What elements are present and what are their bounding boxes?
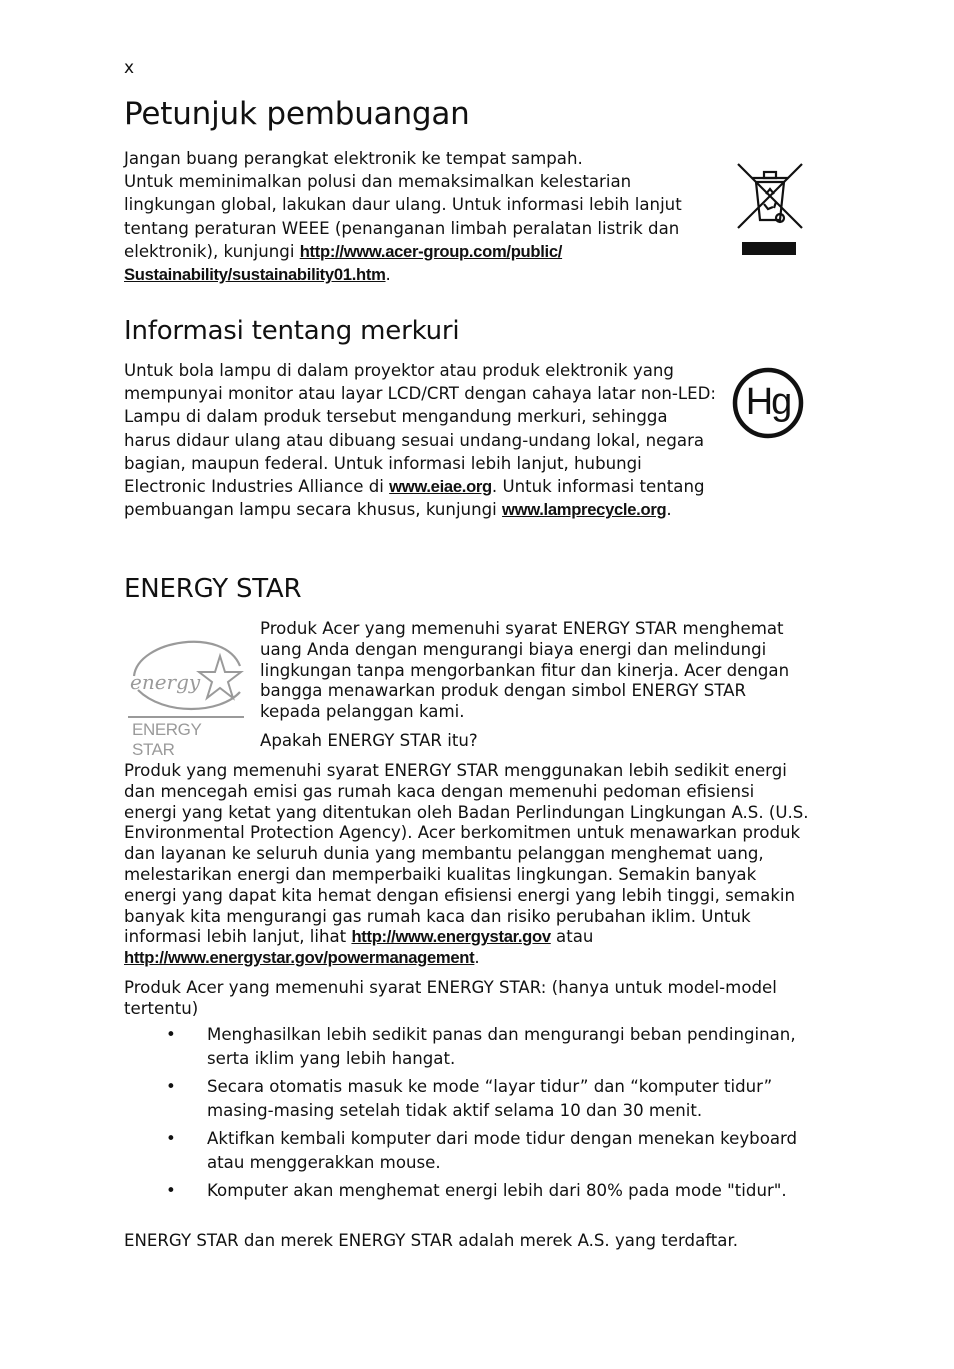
bullet-icon: • (166, 1025, 176, 1044)
weee-crossed-bin-icon (736, 160, 804, 258)
powermanagement-link[interactable]: http://www.energystar.gov/powermanagement (124, 948, 475, 968)
list-item (124, 1127, 804, 1175)
energy-question: Apakah ENERGY STAR itu? (260, 731, 478, 750)
mercury-hg-icon (731, 366, 805, 440)
disposal-paragraph (124, 147, 716, 286)
energy-star-logo-caption: ENERGY STAR (132, 720, 202, 759)
disposal-line1: Jangan buang perangkat elektronik ke tempat sampah. (124, 149, 583, 168)
list-item-text: Secara otomatis masuk ke mode “layar tidur” dan “komputer tidur” masing-masing setelah tidak aktif selama 10 dan 30 menit. (207, 1077, 773, 1120)
trademark-note: ENERGY STAR dan merek ENERGY STAR adalah merek A.S. yang terdaftar. (124, 1231, 739, 1250)
disposal-end: . (385, 265, 391, 285)
mercury-paragraph (124, 359, 719, 521)
hg-label: Hg (745, 381, 791, 423)
logo-divider (128, 716, 244, 718)
mercury-text1: Untuk bola lampu di dalam proyektor atau produk elektronik yang mempunyai monitor atau layar LCD/CRT dengan cahaya latar non-LED: Lampu di dalam produk tersebut mengandung merkuri, sehingga harus didaur ulang atau dibuang sesuai undang-undang lokal, negara bagian, maupun federal. Untuk informasi lebih lanjut, hubungi Electronic Industries Alliance di (124, 361, 717, 497)
energy-body-mid: atau (550, 927, 594, 947)
lamprecycle-link[interactable]: www.lamprecycle.org (502, 500, 667, 520)
energy-body (124, 761, 812, 969)
energy-body-text: Produk yang memenuhi syarat ENERGY STAR menggunakan lebih sedikit energi dan mencegah emisi gas rumah kaca dengan memenuhi pedoman efisiensi energi yang ketat yang ditentukan oleh Badan Perlindungan Lingkungan A.S. (U.S. Environmental Protection Agency). Acer berkomitmen untuk menawarkan produk dan layanan ke seluruh dunia yang membantu pelanggan menghemat uang, melestarikan energi dan memperbaiki kualitas lingkungan. Semakin banyak energi yang dapat kita hemat dengan efisiensi energi yang lebih tinggi, semakin banyak kita mengurangi gas rumah kaca dan risiko perubahan iklim. Untuk informasi lebih lanjut, lihat (124, 761, 809, 947)
energy-script-text: energy (130, 670, 201, 694)
benefit-list (124, 1023, 804, 1207)
disposal-line2: Untuk meminimalkan polusi dan memaksimalkan kelestarian lingkungan global, lakukan daur ulang. Untuk informasi lebih lanjut tentang peraturan WEEE (penanganan limbah peralatan listrik dan elektronik), kunjungi (124, 172, 682, 261)
list-item-text: Menghasilkan lebih sedikit panas dan mengurangi beban pendinginan, serta iklim yang lebih hangat. (207, 1025, 796, 1068)
list-item-text: Aktifkan kembali komputer dari mode tidur dengan menekan keyboard atau menggerakkan mouse. (207, 1129, 798, 1172)
energy-star-heading: ENERGY STAR (124, 574, 302, 604)
page-number: x (124, 58, 135, 78)
energy-intro: Produk Acer yang memenuhi syarat ENERGY STAR menghemat uang Anda dengan mengurangi biaya energi dan melindungi lingkungan tanpa mengorbankan fitur dan kinerja. Acer dengan bangga menawarkan produk dengan simbol ENERGY STAR kepada pelanggan kami. (260, 619, 790, 722)
mercury-heading: Informasi tentang merkuri (124, 316, 460, 346)
list-item-text: Komputer akan menghemat energi lebih dari 80% pada mode "tidur". (207, 1181, 787, 1200)
disposal-heading: Petunjuk pembuangan (124, 96, 470, 132)
list-item (124, 1179, 804, 1203)
mercury-text2: . Untuk informasi tentang pembuangan lampu secara khusus, kunjungi (124, 477, 705, 520)
energy-star-logo (124, 632, 244, 759)
bullet-icon: • (166, 1181, 176, 1200)
acer-link-part1: http://www.acer-group.com/public/ (299, 241, 563, 261)
energy-body-end: . (474, 948, 480, 968)
mercury-text3: . (666, 500, 672, 520)
energystar-link[interactable]: http://www.energystar.gov (351, 927, 551, 947)
qualified-intro: Produk Acer yang memenuhi syarat ENERGY STAR: (hanya untuk model-model tertentu) (124, 978, 777, 1018)
list-item (124, 1023, 804, 1071)
bullet-icon: • (166, 1077, 176, 1096)
acer-link-part2: Sustainability/sustainability01.htm (124, 265, 386, 285)
eiae-link[interactable]: www.eiae.org (389, 477, 492, 497)
list-item (124, 1075, 804, 1123)
bullet-icon: • (166, 1129, 176, 1148)
